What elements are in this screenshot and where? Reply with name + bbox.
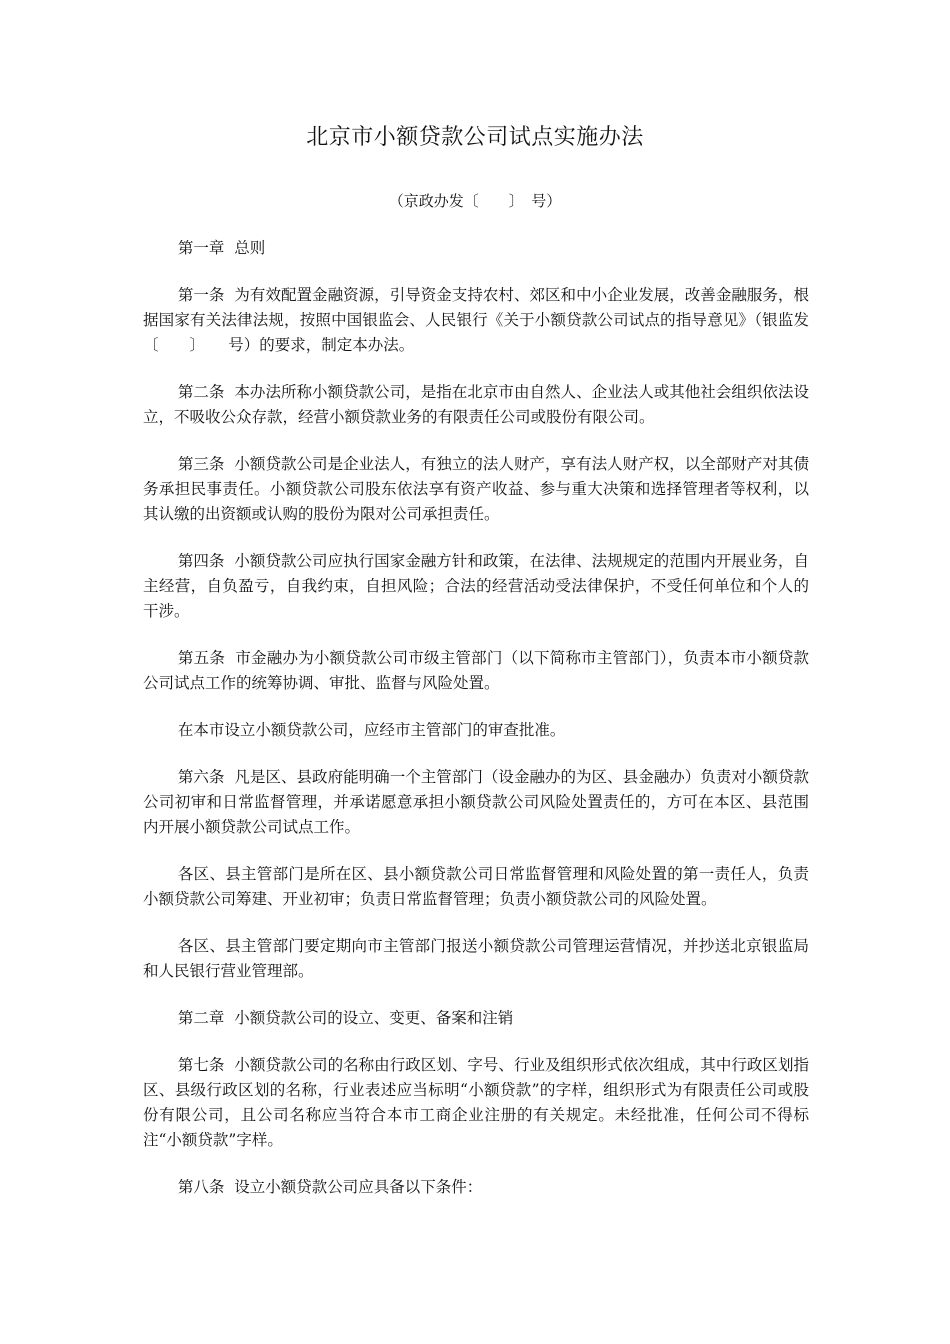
document-number: （京政办发〔 〕 号）: [388, 192, 562, 210]
article-paragraph: 各区、县主管部门要定期向市主管部门报送小额贷款公司管理运营情况，并抄送北京银监局和人民银行营业管理部。: [143, 937, 809, 980]
article-paragraph: 第六条 凡是区、县政府能明确一个主管部门（设金融办的为区、县金融办）负责对小额贷款公司初审和日常监督管理，并承诺愿意承担小额贷款公司风险处置责任的，方可在本区、县范围内开展小额贷款公司试点工作。: [143, 768, 809, 836]
article-paragraph: 第一条 为有效配置金融资源，引导资金支持农村、郊区和中小企业发展，改善金融服务，根据国家有关法律法规，按照中国银监会、人民银行《关于小额贷款公司试点的指导意见》（银监发〔 〕 号）的要求，制定本办法。: [143, 286, 809, 354]
article-paragraph: 第五条 市金融办为小额贷款公司市级主管部门（以下简称市主管部门），负责本市小额贷款公司试点工作的统筹协调、审批、监督与风险处置。: [143, 649, 809, 692]
chapter-heading: 第一章 总则: [177, 239, 266, 257]
article-paragraph: 在本市设立小额贷款公司，应经市主管部门的审查批准。: [177, 721, 566, 739]
document-title: 北京市小额贷款公司试点实施办法: [306, 125, 644, 150]
article-paragraph: 第三条 小额贷款公司是企业法人，有独立的法人财产，享有法人财产权，以全部财产对其债务承担民事责任。小额贷款公司股东依法享有资产收益、参与重大决策和选择管理者等权利，以其认缴的出资额或认购的股份为限对公司承担责任。: [143, 455, 809, 523]
document-body: [143, 236, 809, 1222]
article-paragraph: 第四条 小额贷款公司应执行国家金融方针和政策，在法律、法规规定的范围内开展业务，自主经营，自负盈亏，自我约束，自担风险；合法的经营活动受法律保护，不受任何单位和个人的干涉。: [143, 552, 809, 620]
article-paragraph: 各区、县主管部门是所在区、县小额贷款公司日常监督管理和风险处置的第一责任人，负责小额贷款公司筹建、开业初审；负责日常监督管理；负责小额贷款公司的风险处置。: [143, 865, 809, 908]
chapter-heading: 第二章 小额贷款公司的设立、变更、备案和注销: [177, 1009, 514, 1027]
article-paragraph: 第八条 设立小额贷款公司应具备以下条件：: [177, 1178, 483, 1196]
article-paragraph: 第二条 本办法所称小额贷款公司，是指在北京市由自然人、企业法人或其他社会组织依法设立，不吸收公众存款，经营小额贷款业务的有限责任公司或股份有限公司。: [143, 383, 809, 426]
article-paragraph: 第七条 小额贷款公司的名称由行政区划、字号、行业及组织形式依次组成，其中行政区划指区、县级行政区划的名称，行业表述应当标明“小额贷款”的字样，组织形式为有限责任公司或股份有限公司，且公司名称应当符合本市工商企业注册的有关规定。未经批准，任何公司不得标注“小额贷款”字样。: [143, 1056, 809, 1149]
